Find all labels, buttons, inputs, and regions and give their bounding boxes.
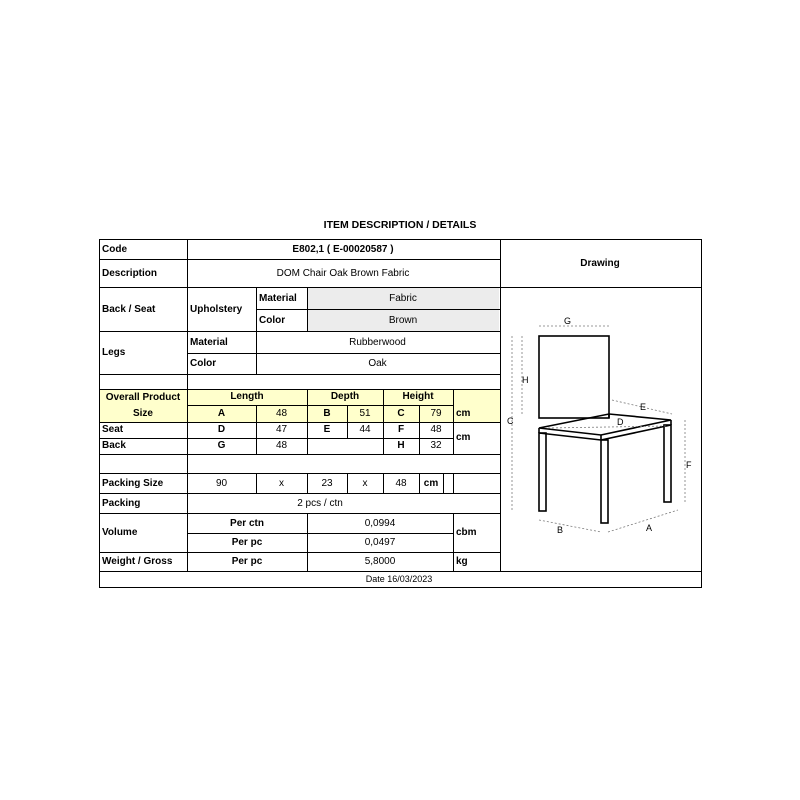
code-value: E802,1 ( E-00020587 ) <box>292 243 394 255</box>
chair-leg-front-right <box>601 440 608 523</box>
grid-line <box>99 454 501 455</box>
packing-size-label: Packing Size <box>102 477 164 489</box>
overall-length-value: 48 <box>256 405 307 422</box>
grid-line <box>383 474 384 494</box>
grid-line <box>99 331 501 332</box>
grid-line <box>99 438 454 439</box>
grid-line <box>99 422 501 423</box>
legs-color-value: Oak <box>368 358 387 370</box>
packing-size-height: 48 <box>395 477 407 489</box>
chair-drawing <box>500 288 700 570</box>
packing-size-length: 90 <box>215 477 228 489</box>
upholstery-label: Upholstery <box>190 303 243 315</box>
seat-depth-code: E <box>323 424 331 436</box>
grid-line <box>99 552 501 553</box>
seat-label: Seat <box>102 424 124 436</box>
grid-line <box>256 332 257 375</box>
grid-line <box>99 389 501 390</box>
upholstery-color-label: Color <box>259 314 286 326</box>
drawing-label-g: G <box>564 316 572 326</box>
seat-length-value: 47 <box>275 424 288 436</box>
drawing-label-a: A <box>646 523 653 533</box>
volume-unit: cbm <box>456 527 477 539</box>
grid-line <box>256 309 501 310</box>
back-height-value: 32 <box>430 440 442 452</box>
grid-line <box>187 405 454 406</box>
packing-size-x2: x <box>362 477 368 489</box>
seat-back-unit: cm <box>456 432 471 444</box>
chair-backrest <box>539 336 609 418</box>
chair-leg-front-left <box>539 433 546 511</box>
upholstery-material-label: Material <box>259 292 297 304</box>
grid-line <box>187 533 454 534</box>
overall-length-code: A <box>187 405 256 422</box>
volume-label: Volume <box>102 527 138 539</box>
volume-per-pc-value: 0,0497 <box>364 536 396 548</box>
date-footer: Date 16/03/2023 <box>365 574 433 585</box>
page-title: ITEM DESCRIPTION / DETAILS <box>323 219 477 231</box>
packing-size-depth: 23 <box>321 477 333 489</box>
seat-length-code: D <box>217 424 226 436</box>
volume-per-ctn-label: Per ctn <box>230 517 264 529</box>
grid-line <box>307 288 308 332</box>
grid-line <box>256 405 257 455</box>
drawing-label-h: H <box>522 375 529 385</box>
grid-line <box>187 239 188 572</box>
grid-line <box>99 287 501 288</box>
grid-line <box>347 474 348 494</box>
chair-leg-back-right <box>664 425 671 502</box>
drawing-label-e: E <box>640 402 647 412</box>
grid-line <box>99 239 702 240</box>
grid-line <box>99 513 501 514</box>
overall-size-label-line1: Overall Product <box>105 392 181 403</box>
weight-per-pc-label: Per pc <box>231 556 263 568</box>
grid-line <box>99 239 100 588</box>
grid-line <box>99 374 501 375</box>
grid-line <box>99 473 501 474</box>
grid-line <box>187 353 501 354</box>
overall-unit: cm <box>453 405 500 422</box>
grid-line <box>443 474 444 494</box>
weight-value: 5,8000 <box>364 556 396 568</box>
grid-line <box>307 389 308 406</box>
grid-line <box>383 389 384 406</box>
grid-line <box>347 405 348 439</box>
grid-line <box>419 405 420 455</box>
chair-seat <box>539 414 671 435</box>
legs-color-label: Color <box>190 358 217 370</box>
legs-material-value: Rubberwood <box>349 336 406 348</box>
packing-size-x1: x <box>279 477 284 489</box>
weight-label: Weight / Gross <box>102 556 173 568</box>
grid-line <box>307 514 308 572</box>
grid-line <box>453 514 454 572</box>
drawing-header: Drawing <box>580 257 620 269</box>
back-height-code: H <box>397 440 405 452</box>
packing-size-unit: cm <box>423 477 439 489</box>
grid-line <box>99 259 501 260</box>
seat-height-code: F <box>397 424 405 436</box>
overall-depth-value: 51 <box>347 405 383 422</box>
back-length-value: 48 <box>275 440 288 452</box>
overall-size-label <box>99 389 187 422</box>
grid-line <box>99 571 702 572</box>
grid-line <box>256 474 257 494</box>
overall-depth-code: B <box>307 405 347 422</box>
drawing-label-d: D <box>617 417 624 427</box>
back-length-code: G <box>217 440 226 452</box>
back-label: Back <box>102 440 126 452</box>
packing-label: Packing <box>102 497 141 509</box>
description-value: DOM Chair Oak Brown Fabric <box>276 267 410 279</box>
back-seat-label: Back / Seat <box>102 303 156 315</box>
overall-height-value: 79 <box>419 405 453 422</box>
packing-value: 2 pcs / ctn <box>297 497 343 509</box>
upholstery-color-value: Brown <box>307 310 499 331</box>
seat-height-value: 48 <box>430 424 442 436</box>
description-label: Description <box>102 267 158 279</box>
grid-line <box>307 405 308 455</box>
grid-line <box>383 405 384 455</box>
grid-line <box>453 474 454 494</box>
code-label: Code <box>102 243 127 255</box>
volume-per-pc-label: Per pc <box>231 536 263 548</box>
weight-unit: kg <box>456 556 468 568</box>
overall-size-label-line2: Size <box>132 407 153 419</box>
seat-depth-value: 44 <box>359 424 371 436</box>
grid-line <box>453 389 454 455</box>
overall-height-code: C <box>383 405 419 422</box>
drawing-label-f: F <box>686 460 692 470</box>
drawing-label-c: C <box>507 416 514 426</box>
length-header: Length <box>187 389 307 405</box>
grid-line <box>307 474 308 494</box>
legs-label: Legs <box>102 347 126 359</box>
overall-header-blank <box>453 389 500 405</box>
grid-line <box>99 493 501 494</box>
grid-line <box>701 239 702 588</box>
upholstery-material-value: Fabric <box>307 288 499 309</box>
volume-per-ctn-value: 0,0994 <box>364 517 396 529</box>
legs-material-label: Material <box>190 336 228 348</box>
drawing-label-b: B <box>557 525 564 535</box>
grid-line <box>419 474 420 494</box>
height-header: Height <box>383 389 453 405</box>
grid-line <box>99 587 702 588</box>
depth-header: Depth <box>307 389 383 405</box>
